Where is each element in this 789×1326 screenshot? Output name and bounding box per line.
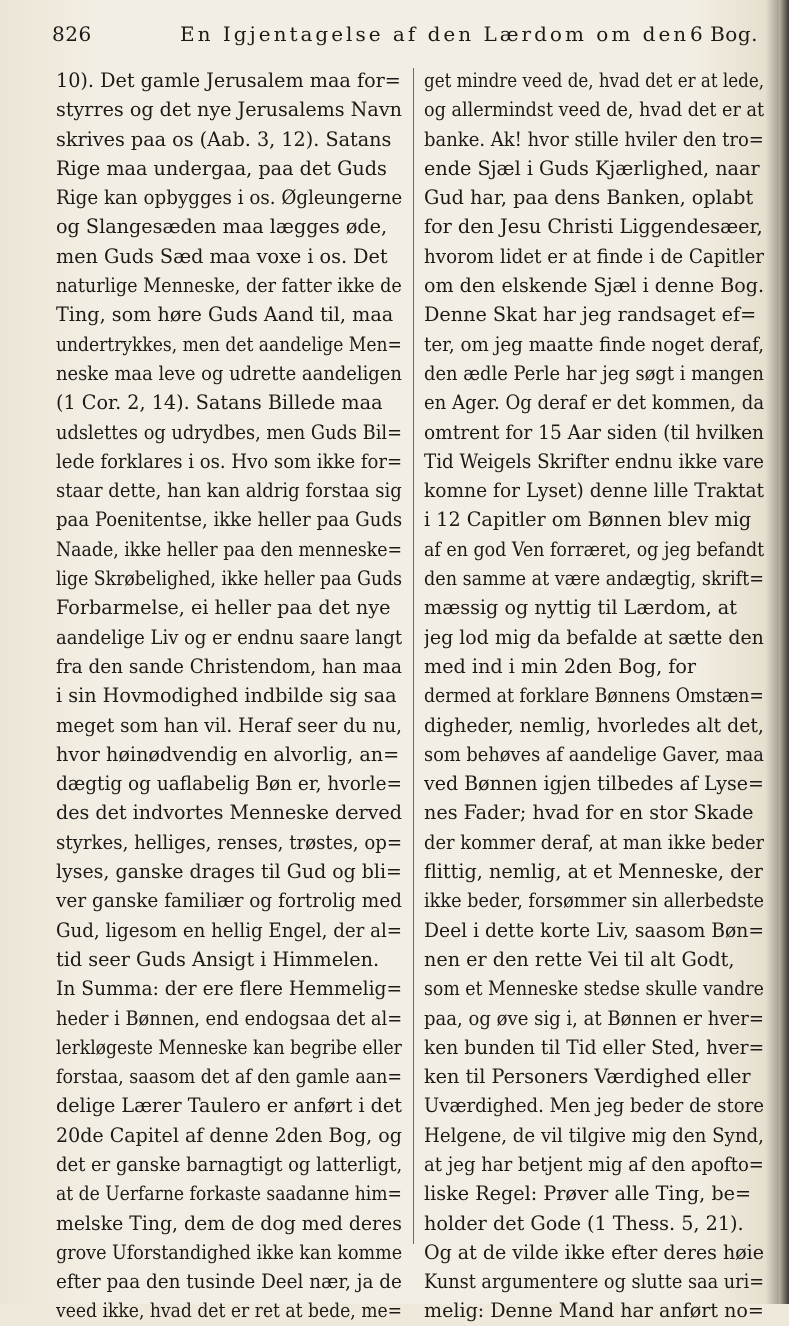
text-line: hvor høinødvendig en alvorlig, an= bbox=[56, 742, 400, 766]
text-line: Kunst argumentere og slutte saa uri= bbox=[424, 1270, 764, 1294]
text-line: grove Uforstandighed ikke kan komme bbox=[56, 1240, 402, 1264]
text-line: tid seer Guds Ansigt i Himmelen. bbox=[56, 947, 380, 971]
text-line: ved Bønnen igjen tilbedes af Lyse= bbox=[424, 772, 764, 796]
text-line: (1 Cor. 2, 14). Satans Billede maa bbox=[56, 391, 383, 415]
text-line: udslettes og udrydbes, men Guds Bil= bbox=[56, 420, 402, 444]
text-line: jeg lod mig da befalde at sætte den bbox=[424, 625, 764, 649]
text-line: komne for Lyset) denne lille Traktat bbox=[424, 479, 764, 503]
text-line: naturlige Menneske, der fatter ikke de bbox=[56, 274, 402, 298]
text-line: forstaa, saasom det af den gamle aan= bbox=[56, 1065, 402, 1089]
text-line: holder det Gode (1 Thess. 5, 21). bbox=[424, 1211, 744, 1235]
text-line: nes Fader; hvad for en stor Skade bbox=[424, 801, 754, 825]
text-line: Denne Skat har jeg randsaget ef= bbox=[424, 303, 757, 327]
text-line: ende Sjæl i Guds Kjærlighed, naar bbox=[424, 156, 760, 180]
right-column bbox=[424, 66, 764, 1326]
text-line: lige Skrøbelighed, ikke heller paa Guds bbox=[56, 567, 402, 591]
text-line: ken til Personers Værdighed eller bbox=[424, 1065, 751, 1089]
text-line: at jeg har betjent mig af den apofto= bbox=[424, 1152, 764, 1176]
text-line: Tid Weigels Skrifter endnu ikke vare bbox=[424, 449, 764, 473]
text-line: omtrent for 15 Aar siden (til hvilken bbox=[424, 420, 764, 444]
book-spine-edge bbox=[779, 0, 789, 1304]
text-line: 20de Capitel af denne 2den Bog, og bbox=[56, 1123, 402, 1147]
text-line: den ædle Perle har jeg søgt i mangen bbox=[424, 361, 764, 385]
text-line: skrives paa os (Aab. 3, 12). Satans bbox=[56, 127, 392, 151]
text-line: ter, om jeg maatte finde noget deraf, bbox=[424, 332, 764, 356]
text-line: meget som han vil. Heraf seer du nu, bbox=[56, 713, 402, 737]
text-line: af en god Ven forræret, og jeg befandt bbox=[424, 537, 764, 561]
text-line: 10). Det gamle Jerusalem maa for= bbox=[56, 69, 401, 92]
text-line: paa, og øve sig i, at Bønnen er hver= bbox=[424, 1006, 764, 1030]
text-line: Rige maa undergaa, paa det Guds bbox=[56, 156, 387, 180]
text-line: at de Uerfarne forkaste saadanne him= bbox=[56, 1182, 402, 1206]
text-line: styrkes, helliges, renses, trøstes, op= bbox=[56, 830, 402, 854]
text-line: Og at de vilde ikke efter deres høie bbox=[424, 1240, 764, 1264]
text-line: der kommer deraf, at man ikke beder bbox=[424, 830, 764, 854]
text-line: dægtig og uaflabelig Bøn er, hvorle= bbox=[56, 772, 402, 796]
text-line: melig: Denne Mand har anført no= bbox=[424, 1299, 764, 1323]
running-title: En Igjentagelse af den Lærdom om den bbox=[180, 22, 690, 46]
text-line: det er ganske barnagtigt og latterligt, bbox=[56, 1152, 402, 1176]
text-line: lerkløgeste Menneske kan begribe eller bbox=[56, 1035, 402, 1059]
text-line: som et Menneske stedse skulle vandre bbox=[424, 977, 764, 1001]
text-line: flittig, nemlig, at et Menneske, der bbox=[424, 860, 763, 884]
text-line: den samme at være andægtig, skrift= bbox=[424, 567, 764, 591]
book-label: 6 Bog. bbox=[690, 22, 758, 46]
text-line: lede forklares i os. Hvo som ikke for= bbox=[56, 449, 402, 473]
text-line: banke. Ak! hvor stille hviler den tro= bbox=[424, 127, 764, 151]
text-line: og Slangesæden maa lægges øde, bbox=[56, 215, 388, 239]
text-line: mæssig og nyttig til Lærdom, at bbox=[424, 596, 737, 620]
text-line: Deel i dette korte Liv, saasom Bøn= bbox=[424, 918, 764, 942]
text-line: ken bunden til Tid eller Sted, hver= bbox=[424, 1035, 764, 1059]
text-line: dermed at forklare Bønnens Omstæn= bbox=[424, 684, 764, 708]
text-line: staar dette, han kan aldrig forstaa sig bbox=[56, 479, 402, 503]
running-header bbox=[52, 18, 758, 52]
text-line: veed ikke, hvad det er ret at bede, me= bbox=[56, 1299, 402, 1323]
text-line: Ting, som høre Guds Aand til, maa bbox=[56, 303, 394, 327]
text-line: styrres og det nye Jerusalems Navn bbox=[56, 98, 402, 122]
text-line: og allermindst veed de, hvad det er at bbox=[424, 98, 764, 122]
text-line: neske maa leve og udrette aandeligen bbox=[56, 361, 402, 385]
page-number: 826 bbox=[52, 22, 92, 46]
text-line: In Summa: der ere flere Hemmelig= bbox=[56, 977, 402, 1001]
text-line: Uværdighed. Men jeg beder de store bbox=[424, 1094, 764, 1118]
text-line: nen er den rette Vei til alt Godt, bbox=[424, 947, 735, 971]
text-line: Gud, ligesom en hellig Engel, der al= bbox=[56, 918, 402, 942]
text-line: hvorom lidet er at finde i de Capitler bbox=[424, 244, 764, 268]
text-line: digheder, nemlig, hvorledes alt det, bbox=[424, 713, 764, 737]
text-line: lyses, ganske drages til Gud og bli= bbox=[56, 860, 402, 884]
text-line: men Guds Sæd maa voxe i os. Det bbox=[56, 244, 388, 268]
text-line: Forbarmelse, ei heller paa det nye bbox=[56, 596, 391, 620]
text-line: Helgene, de vil tilgive mig den Synd, bbox=[424, 1123, 764, 1147]
text-line: paa Poenitentse, ikke heller paa Guds bbox=[56, 508, 402, 532]
text-line: aandelige Liv og er endnu saare langt bbox=[56, 625, 402, 649]
text-line: des det indvortes Menneske derved bbox=[56, 801, 402, 825]
text-line: for den Jesu Christi Liggendesæer, bbox=[424, 215, 763, 239]
text-line: i sin Hovmodighed indbilde sig saa bbox=[56, 684, 397, 708]
text-line: en Ager. Og deraf er det kommen, da bbox=[424, 391, 764, 415]
text-line: Gud har, paa dens Banken, oplabt bbox=[424, 186, 754, 210]
text-line: undertrykkes, men det aandelige Men= bbox=[56, 332, 402, 356]
text-line: get mindre veed de, hvad det er at lede, bbox=[424, 69, 764, 92]
column-divider bbox=[413, 68, 414, 1244]
text-line: om den elskende Sjæl i denne Bog. bbox=[424, 274, 764, 298]
text-line: som behøves af aandelige Gaver, maa bbox=[424, 742, 764, 766]
text-line: i 12 Capitler om Bønnen blev mig bbox=[424, 508, 752, 532]
text-line: liske Regel: Prøver alle Ting, be= bbox=[424, 1182, 752, 1206]
text-line: efter paa den tusinde Deel nær, ja de bbox=[56, 1270, 402, 1294]
left-column bbox=[56, 66, 402, 1326]
text-line: med ind i min 2den Bog, for bbox=[424, 654, 697, 678]
text-line: ver ganske familiær og fortrolig med bbox=[56, 889, 402, 913]
text-line: Naade, ikke heller paa den menneske= bbox=[56, 537, 402, 561]
text-line: melske Ting, dem de dog med deres bbox=[56, 1211, 402, 1235]
text-line: Rige kan opbygges i os. Øgleungerne bbox=[56, 186, 402, 210]
text-line: delige Lærer Taulero er anført i det bbox=[56, 1094, 402, 1118]
text-line: fra den sande Christendom, han maa bbox=[56, 654, 402, 678]
text-line: heder i Bønnen, end endogsaa det al= bbox=[56, 1006, 402, 1030]
text-line: ikke beder, forsømmer sin allerbedste bbox=[424, 889, 764, 913]
